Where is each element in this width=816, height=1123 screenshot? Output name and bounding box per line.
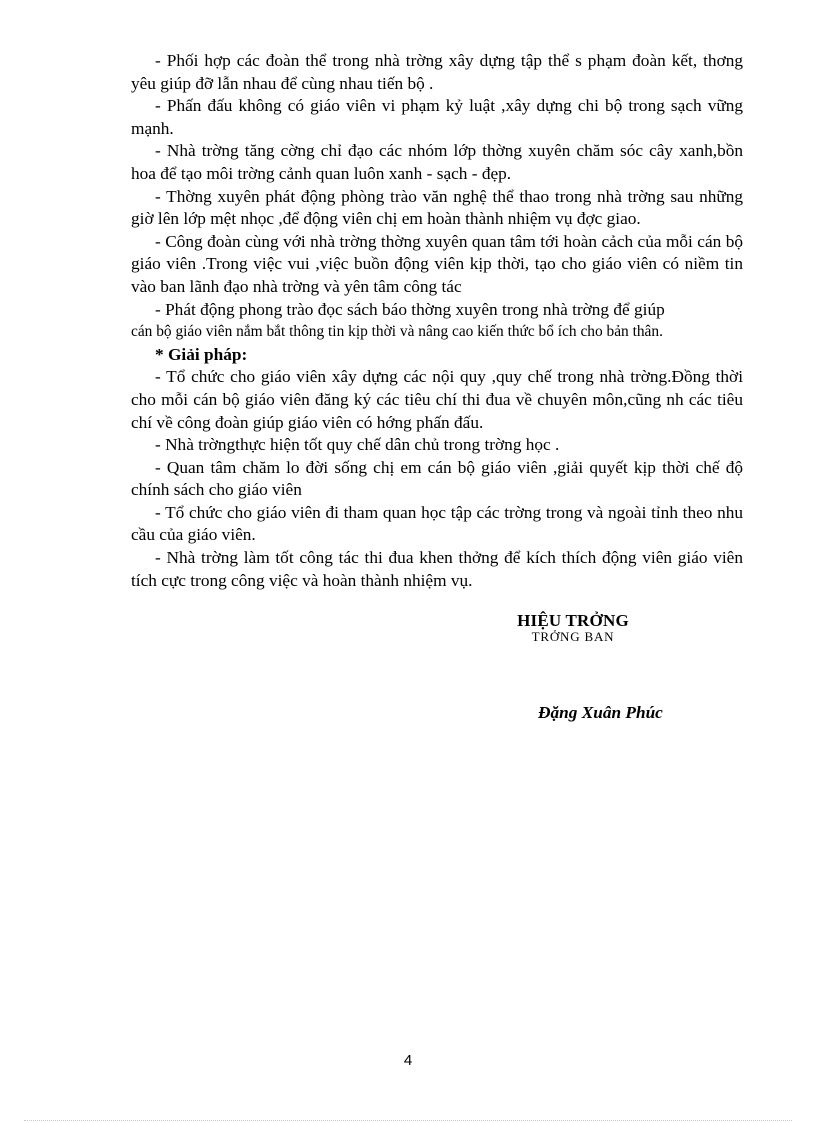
paragraph-continuation: cán bộ giáo viên nắm bắt thông tin kịp thời và nâng cao kiến thức bổ ích cho bản thân. [131, 323, 663, 341]
paragraph: - Phát động phong trào đọc sách báo thờng xuyên trong nhà trờng để giúp [155, 299, 665, 319]
solution-item: - Tổ chức cho giáo viên đi tham quan học tập các trờng trong và ngoài tỉnh theo nhu cầu của giáo viên. [131, 502, 743, 545]
paragraph: - Công đoàn cùng với nhà trờng thờng xuyên quan tâm tới hoàn cảch của mỗi cán bộ giáo viên .Trong việc vui ,việc buồn động viên kịp thời, tạo cho giáo viên có niềm tin vào ban lãnh đạo nhà trờng và yên tâm công tác [131, 231, 743, 296]
paragraph: - Nhà trờng tăng cờng chỉ đạo các nhóm lớp thờng xuyên chăm sóc cây xanh,bồn hoa để tạo môi trờng cảnh quan luôn xanh - sạch - đẹp. [131, 141, 743, 183]
paragraph: - Thờng xuyên phát động phòng trào văn nghệ thể thao trong nhà trờng sau những giờ lên lớp mệt nhọc ,để động viên chị em hoàn thành nhiệm vụ đợc giao. [131, 186, 743, 229]
paragraph: - Phấn đấu không có giáo viên vi phạm kỷ luật ,xây dựng chi bộ trong sạch vững mạnh. [131, 96, 743, 138]
page-number: 4 [403, 1052, 413, 1069]
solution-item: - Quan tâm chăm lo đời sống chị em cán bộ giáo viên ,giải quyết kịp thời chế độ chính sách cho giáo viên [131, 457, 743, 500]
solution-item: - Tổ chức cho giáo viên xây dựng các nội quy ,quy chế trong nhà trờng.Đồng thời cho mỗi cán bộ giáo viên đăng ký các tiêu chí thi đua về chuyên môn,cũng nh các tiêu chí về công đoàn giúp giáo viên có hớng phấn đấu. [131, 367, 743, 432]
paragraph: - Phối hợp các đoàn thể trong nhà trờng xây dựng tập thể s phạm đoàn kết, thơng yêu giúp đỡ lẫn nhau để cùng nhau tiến bộ . [131, 51, 743, 93]
solution-item: - Nhà trờngthực hiện tốt quy chế dân chủ trong trờng học . [155, 435, 560, 455]
document-body [131, 50, 743, 592]
signature-block [508, 612, 638, 643]
solution-heading: * Giải pháp: [155, 344, 248, 364]
page-bottom-rule [24, 1120, 792, 1121]
signature-subtitle: TRỞNG BAN [531, 629, 615, 644]
signer-name: Đặng Xuân Phúc [538, 703, 663, 722]
solution-item: - Nhà trờng làm tốt công tác thi đua khen thởng để kích thích động viên giáo viên tích cực trong công việc và hoàn thành nhiệm vụ. [131, 548, 743, 590]
signature-title: HIỆU TRỞNG [517, 611, 629, 630]
